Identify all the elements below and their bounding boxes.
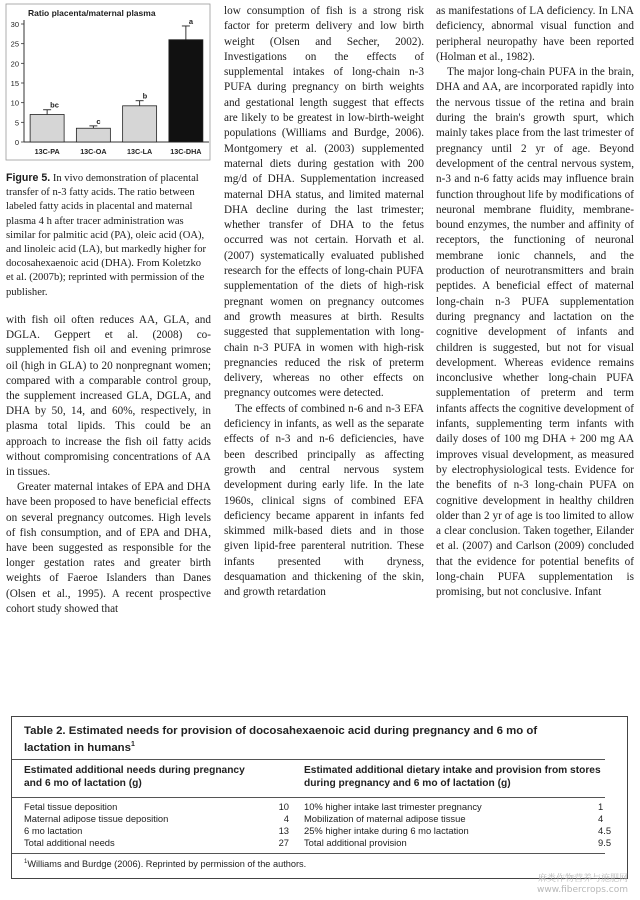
table-row <box>24 813 617 825</box>
significance-letter: c <box>96 116 101 126</box>
watermark <box>537 874 628 896</box>
table-header-needs: Estimated additional needs during pregnancy and 6 mo of lactation (g) <box>24 764 245 790</box>
need-value: 27 <box>278 836 289 848</box>
table-rule-header <box>12 797 605 798</box>
watermark-line-1: 麻类作物营养与施肥网 <box>537 874 628 884</box>
provision-label: 25% higher intake during 6 mo lactation <box>304 824 469 836</box>
need-label: Fetal tissue deposition <box>24 800 118 812</box>
y-tick-label: 10 <box>10 98 19 108</box>
bar-chart <box>4 2 212 162</box>
table-footnote <box>24 859 306 869</box>
chart-title: Ratio placenta/maternal plasma <box>28 8 156 18</box>
need-value: 4 <box>283 812 289 824</box>
table-footnote-text: Williams and Burdge (2006). Reprinted by permission of the authors. <box>27 859 307 870</box>
bar <box>123 106 157 142</box>
y-tick-label: 25 <box>10 39 19 49</box>
table-rule-top <box>12 759 605 760</box>
y-tick-label: 15 <box>10 79 19 88</box>
table-2 <box>11 716 628 879</box>
table-title-text: Table 2. Estimated needs for provision of docosahexaenoic acid during pregnancy and 6 mo of lactation in humans <box>24 725 538 754</box>
left-column-text <box>6 313 211 617</box>
provision-label: Mobilization of maternal adipose tissue <box>304 812 466 824</box>
figure-caption-text: In vivo demonstration of placental transfer of n-3 fatty acids. The ratio between labeled fatty acids in placental and maternal plasma 4 h after tracer administration was similar for palmitic acid (PA), oleic acid (OA), and linoleic acid (LA), but markedly higher for docosahexaenoic acid (DHA). From Koletzko et al. (2007b); reprinted with permission of the publisher. <box>6 173 207 298</box>
provision-value: 4.5 <box>598 824 612 836</box>
table-footnote-mark: 1 <box>24 859 28 865</box>
table-title <box>24 724 584 755</box>
table-row <box>24 837 617 849</box>
provision-label: Total additional provision <box>304 836 407 848</box>
bar <box>76 128 110 142</box>
figure-caption <box>6 171 211 300</box>
need-label: Total additional needs <box>24 836 115 848</box>
y-tick-label: 20 <box>10 59 19 69</box>
provision-value: 9.5 <box>598 836 612 848</box>
significance-letter: a <box>188 16 194 26</box>
provision-label: 10% higher intake last trimester pregnancy <box>304 800 482 812</box>
paragraph: with fish oil often reduces AA, GLA, and DGLA. Geppert et al. (2008) co-supplemented fish oil and evening primrose oil (high in GLA) to 20 nonpregnant women; compared with a comparable control group, the supplement increased GLA, DGLA, and DHA by 50, 14, and 60%, respectively, in plasma total lipids. This could be an approach to increase the fish oil fatty acids without compromising concentrations of AA in tissues. <box>6 314 211 479</box>
middle-column <box>224 4 424 601</box>
table-row <box>24 801 617 813</box>
table-rule-bottom <box>12 853 605 854</box>
need-label: 6 mo lactation <box>24 824 83 836</box>
y-tick-label: 0 <box>14 138 19 147</box>
need-value: 10 <box>278 800 289 812</box>
bar <box>169 40 203 142</box>
significance-letter: bc <box>50 100 59 110</box>
x-tick-label: 13C-OA <box>80 147 107 156</box>
x-tick-label: 13C-LA <box>127 147 153 156</box>
y-tick-label: 30 <box>10 20 19 29</box>
significance-letter: b <box>142 91 148 101</box>
table-row <box>24 825 617 837</box>
provision-value: 1 <box>598 800 604 812</box>
paragraph: Greater maternal intakes of EPA and DHA have been proposed to have beneficial effects on several pregnancy outcomes. High levels of fish consumption, and of EPA and DHA, have been suggested as responsible for the longer gestation rates and greater birth weights of Faeroe Islanders than Danes (Olsen et al., 1995). A recent prospective cohort study showed that <box>6 481 211 615</box>
bar <box>30 114 64 142</box>
need-value: 13 <box>278 824 289 836</box>
watermark-line-2: www.fibercrops.com <box>537 885 628 895</box>
provision-value: 4 <box>598 812 604 824</box>
table-title-footnote-mark: 1 <box>130 741 135 748</box>
x-tick-label: 13C-PA <box>34 147 60 156</box>
paragraph: as manifestations of LA deficiency. In LNA deficiency, abnormal visual function and peripheral neuropathy have been reported (Holman et al., 1982). <box>436 5 634 63</box>
table-header <box>24 764 617 796</box>
x-tick-label: 13C-DHA <box>170 147 202 156</box>
paragraph: The effects of combined n-6 and n-3 EFA deficiency in infants, as well as the separate effects of n-3 and n-6 deficiencies, have been described principally as affecting growth and central nervous system development during early life. In the late 1960s, clinical signs of combined EFA deficiency became apparent in infants fed skimmed milk-based diets and in those given lipid-free parenteral nutrition. These infants presented with dryness, desquamation and thickening of the skin, and growth retardation <box>224 402 424 599</box>
paragraph: The major long-chain PUFA in the brain, DHA and AA, are incorporated rapidly into the nervous tissue of the retina and brain during the brain's growth spurt, which mainly takes place from the last trimester of pregnancy until 2 yr of age. Beyond development of the central nervous system, n-3 and n-6 fatty acids may influence brain function throughout life by modifications of neuronal membrane fluidity, membrane-bound enzymes, the number and affinity of receptors, the functioning of neuronal membrane ionic channels, and the production of neurotransmitters and brain peptides. A beneficial effect of maternal long-chain n-3 PUFA supplementation during pregnancy and lactation on the cognitive development of infants and children is suggested, but not for visual development. Whereas evidence remains inconclusive whether long-chain PUFA supplementation of preterm and term infants affects the cognitive development of infants, supplementing term infants with daily doses of 100 mg DHA + 200 mg AA improves visual development, as measured by electrophysiological tests. Evidence for the benefits of n-3 long-chain PUFA on cognitive development in healthy children older than 2 yr of age is too limited to allow a clear conclusion. Taken together, Eilander et al. (2007) and Carlson (2009) concluded that the evidence for potential benefits of long-chain PUFA supplementation is promising, but not conclusive. Infant <box>436 66 634 599</box>
need-label: Maternal adipose tissue deposition <box>24 812 169 824</box>
y-tick-label: 5 <box>14 118 19 128</box>
right-column <box>436 4 634 601</box>
figure-5 <box>4 2 212 162</box>
table-header-provision: Estimated additional dietary intake and provision from stores during pregnancy and 6 mo of lactation (g) <box>304 764 601 790</box>
paragraph: low consumption of fish is a strong risk factor for preterm delivery and low birth weight (Olsen and Secher, 2002). Investigations on the effects of supplemental intakes of long-chain n-3 PUFA during pregnancy on birth weights and gestational length suggest that effects are likely to be greatest in low-birth-weight populations (Williams and Burdge, 2006). Montgomery et al. (2003) supplemented maternal diets during gestation with 200 mg/d of DHA. Supplementation increased maternal DHA status, and limited maternal DHA decline during the last trimester; whether transfer of DHA to the fetus occurred was not certain. Horvath et al. (2007) systematically evaluated published research for the effects of long-chain PUFA supplementation of the diets of high-risk pregnant women on pregnancy outcomes and growth measures at birth. Results suggested that supplementation with long-chain n-3 PUFA in women with high-risk pregnancies reduced the risk of preterm delivery, whereas no other effects on pregnancy outcomes were detected. <box>224 5 424 400</box>
figure-caption-label: Figure 5. <box>6 172 51 184</box>
